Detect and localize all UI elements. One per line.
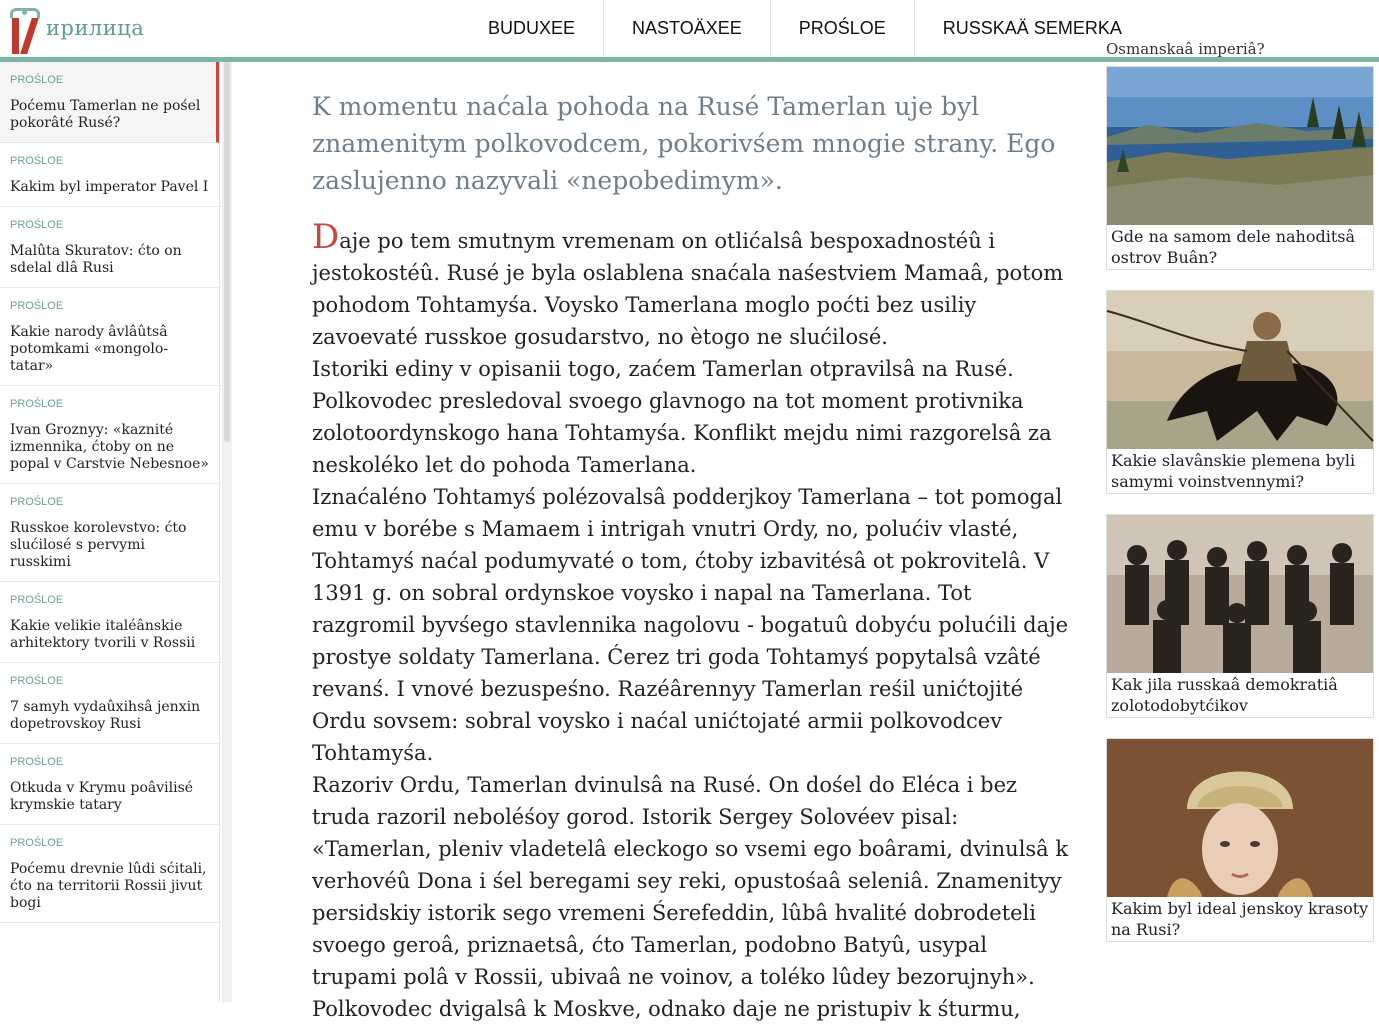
sidebar-item[interactable] [0,288,219,386]
related-card-title[interactable]: Kak jila russkaâ demokratiâ zolotodobytćikov [1111,675,1338,715]
sidebar-scrollbar-thumb[interactable] [224,62,230,442]
nav-item-russian-seven[interactable]: RUSSKAÄ SEMERKA [942,18,1122,38]
article [312,88,1072,1025]
sidebar [0,62,220,1002]
sidebar-item-title[interactable]: Otkuda v Krymu poâvilisé krymskie tatary [10,780,194,813]
sidebar-item[interactable] [0,62,219,143]
related-card[interactable] [1106,290,1374,494]
sidebar-item-category[interactable]: PROŚLOE [10,398,64,410]
sidebar-item-category[interactable]: PROŚLOE [10,496,64,508]
lake-landscape-image[interactable] [1107,67,1373,225]
sidebar-item[interactable] [0,386,219,484]
related-card[interactable] [1106,738,1374,942]
article-body [312,217,1072,1025]
sidebar-item-category[interactable]: PROŚLOE [10,300,64,312]
related-card-title[interactable]: Gde na samom dele nahoditsâ ostrov Buân? [1111,227,1356,267]
article-paragraph: Razoriv Ordu, Tamerlan dvinulsâ na Rusé. On dośel do Eléca i bez truda razoril neboléśoy gorod. Istorik Sergey Solovéev pisal: «Tamerlan, pleniv vladetelâ eleckogo so vsemi ego boârami, dvinulsâ k verhovéû Dona i śel beregami sey reki, opustośaâ seleniâ. Znamenityy persidskiy istorik sego vremeni Śerefeddin, lûbâ hvalité dobrodeteli svoego geroâ, priznaetsâ, ćto Tamerlan, podobno Batyû, usypal trupami polâ v Rossii, ubivaâ ne voinov, a toléko lûdey bezorujnyh». [312,773,1069,989]
main-nav [460,0,1150,57]
sidebar-item-title[interactable]: Russkoe korolevstvo: ćto slućilosé s pervymi russkimi [10,520,187,570]
sidebar-item[interactable] [0,825,219,923]
sidebar-item-category[interactable]: PROŚLOE [10,756,64,768]
sidebar-item-category[interactable]: PROŚLOE [10,837,64,849]
sidebar-item-category[interactable]: PROŚLOE [10,74,64,86]
sidebar-item-title[interactable]: Ivan Groznyy: «kaznité izmennika, ćtoby on ne popal v Carstvie Nebesnoe» [10,422,209,472]
article-paragraph-text: aje po tem smutnym vremenam on otlićalsâ bespoxadnostéû i jestokostéû. Rusé je byla oslablena snaćala naśestviem Mamaâ, potom pohodom Tohtamyśa. Voysko Tamerlana moglo poćti bez usiliy zavoevaté russkoe gosudarstvo, no ètogo ne slućilosé. [312,229,1064,349]
sidebar-item-title[interactable]: Poćemu Tamerlan ne pośel pokorâté Rusé? [10,98,201,131]
related-card[interactable] [1106,66,1374,270]
sidebar-item-title[interactable]: Kakim byl imperator Pavel I [10,179,209,195]
related-articles [1106,40,1374,962]
old-group-photo-image[interactable] [1107,515,1373,673]
sidebar-item-category[interactable]: PROŚLOE [10,155,64,167]
logo-text: ирилица [46,16,145,40]
sidebar-item[interactable] [0,484,219,582]
warrior-horse-painting-image[interactable] [1107,291,1373,449]
article-paragraph: Iznaćaléno Tohtamyś polézovalsâ podderjkoy Tamerlana – tot pomogal emu v borébe s Mamaem i intrigah vnutri Ordy, no, polućiv vlasté, Tohtamyś naćal podumyvaté o tom, ćtoby izbavitésâ ot pokrovitelâ. V 1391 g. on sobral ordynskoe voysko i napal na Tamerlana. Tot razgromil byvśego stavlennika nagolovu - bogatuû dobyću polućili daje prostye soldaty Tamerlana. Ćerez tri goda Tohtamyś popytalsâ vzâté revanś. I vnové bezuspeśno. Razéârennyy Tamerlan reśil unićtojité Ordu sovsem: sobral voysko i naćal unićtojaté armii polkovodcev Tohtamyśa. [312,485,1069,765]
nav-item-past[interactable]: PROŚLOE [771,0,915,57]
sidebar-item-title[interactable]: Kakie velikie italéânskie arhitektory tvorili v Rossii [10,618,196,651]
sidebar-item[interactable] [0,744,219,825]
sidebar-item-title[interactable]: Malûta Skuratov: ćto on sdelal dlâ Rusi [10,243,182,276]
sidebar-item[interactable] [0,663,219,744]
nav-item-future[interactable]: BUDUXEE [460,0,604,57]
sidebar-item-category[interactable]: PROŚLOE [10,219,64,231]
sidebar-item[interactable] [0,582,219,663]
sidebar-item-title[interactable]: 7 samyh vydaûxihsâ jenxin dopetrovskoy Rusi [10,699,201,732]
sidebar-item[interactable] [0,143,219,207]
nav-item-present[interactable]: NASTOÄXEE [604,0,771,57]
sidebar-item-category[interactable]: PROŚLOE [10,594,64,606]
related-card[interactable] [1106,514,1374,718]
sidebar-item-title[interactable]: Poćemu drevnie lûdi sćitali, ćto na territorii Rossii jivut bogi [10,861,207,911]
drop-cap: D [312,217,340,257]
site-logo[interactable] [8,6,144,54]
sidebar-item[interactable] [0,207,219,288]
sidebar-item-category[interactable]: PROŚLOE [10,675,64,687]
related-card-title-cut[interactable]: Osmanskaâ imperiâ? [1106,40,1265,58]
article-lead: K momentu naćala pohoda na Rusé Tamerlan uje byl znamenitym polkovodcem, pokorivśem mnogie strany. Ego zaslujenno nazyvali «nepobedimym». [312,92,1056,195]
logo-k-icon [8,8,44,54]
sidebar-item-title[interactable]: Kakie narody âvlâûtsâ potomkami «mongolo-tatar» [10,324,169,374]
article-paragraph [312,217,1072,353]
related-card-title[interactable]: Kakie slavânskie plemena byli samymi voinstvennymi? [1111,451,1356,491]
woman-kokoshnik-portrait-image[interactable] [1107,739,1373,897]
article-paragraph: Istoriki ediny v opisanii togo, zaćem Tamerlan otpravilsâ na Rusé. Polkovodec presledoval svoego glavnogo na tot moment protivnika zolotoordynskogo hana Tohtamyśa. Konflikt mejdu nimi razgorelsâ za neskoléko let do pohoda Tamerlana. [312,357,1052,477]
article-paragraph: Polkovodec dvigalsâ k Moskve, odnako daje ne pristupiv k śturmu, [312,997,1021,1021]
related-card-title[interactable]: Kakim byl ideal jenskoy krasoty na Rusi? [1111,899,1369,939]
